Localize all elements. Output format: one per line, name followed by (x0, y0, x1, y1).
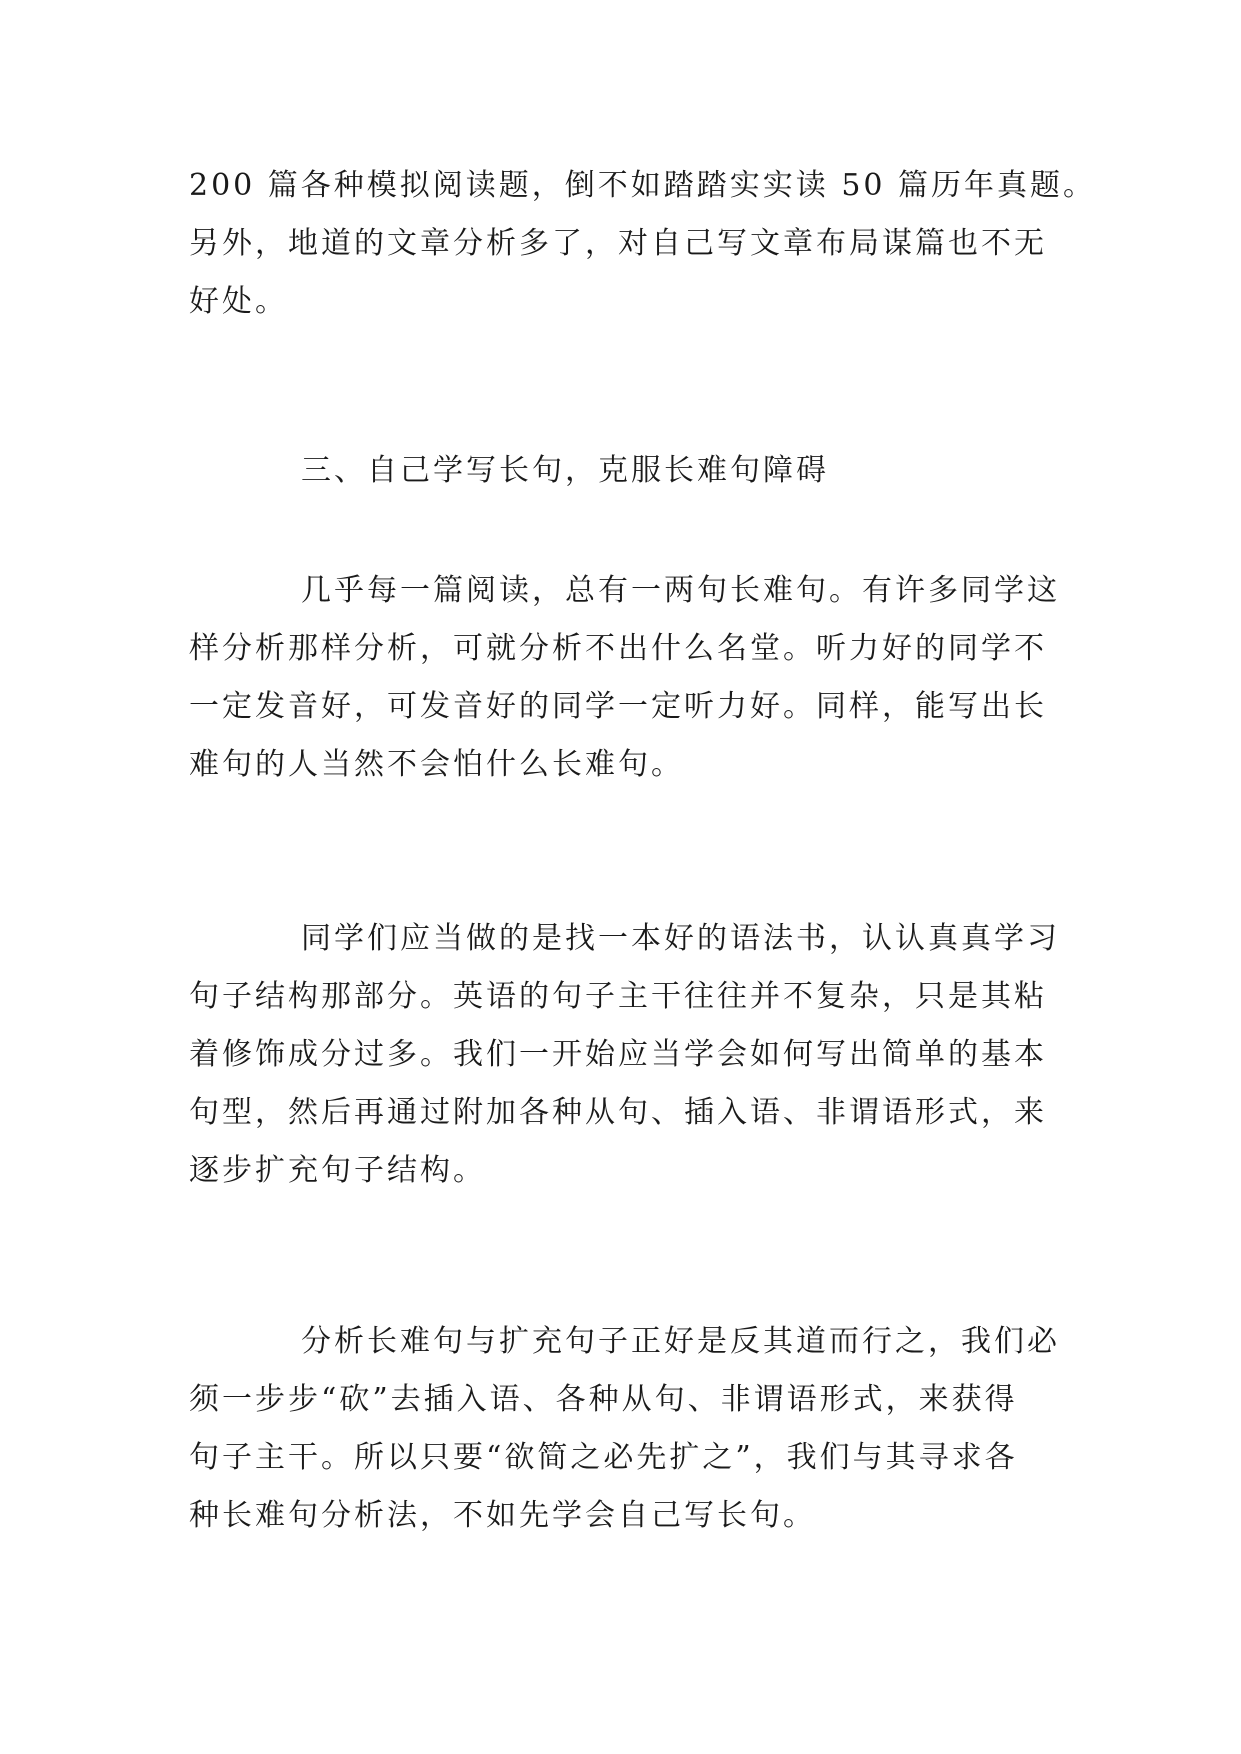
paragraph-line: 分析长难句与扩充句子正好是反其道而行之，我们必 (301, 1324, 1060, 1359)
paragraph-long-sentences (189, 562, 1060, 794)
paragraph-line: 句型，然后再通过附加各种从句、插入语、非谓语形式，来 (189, 1095, 1047, 1130)
paragraph-line: 另外，地道的文章分析多了，对自己写文章布局谋篇也不无 (189, 226, 1047, 261)
paragraph-line: 难句的人当然不会怕什么长难句。 (189, 747, 684, 782)
paragraph-line: 几乎每一篇阅读，总有一两句长难句。有许多同学这 (301, 573, 1060, 608)
paragraph-line: 逐步扩充句子结构。 (189, 1153, 486, 1188)
section-heading (189, 442, 1049, 500)
paragraph-line: 种长难句分析法，不如先学会自己写长句。 (189, 1498, 816, 1533)
paragraph-line: 一定发音好，可发音好的同学一定听力好。同样，能写出长 (189, 689, 1047, 724)
paragraph-continued (189, 157, 1097, 331)
paragraph-line: 样分析那样分析，可就分析不出什么名堂。听力好的同学不 (189, 631, 1047, 666)
paragraph-line: 须一步步“砍”去插入语、各种从句、非谓语形式，来获得 (189, 1382, 1018, 1417)
paragraph-line: 200 篇各种模拟阅读题，倒不如踏踏实实读 50 篇历年真题。 (189, 168, 1097, 203)
paragraph-line: 着修饰成分过多。我们一开始应当学会如何写出简单的基本 (189, 1037, 1047, 1072)
paragraph-line: 好处。 (189, 284, 288, 319)
section-heading-text: 三、自己学写长句，克服长难句障碍 (301, 453, 829, 488)
paragraph-analysis (189, 1313, 1060, 1545)
paragraph-grammar-book (189, 910, 1060, 1200)
paragraph-line: 同学们应当做的是找一本好的语法书，认认真真学习 (301, 921, 1060, 956)
paragraph-line: 句子结构那部分。英语的句子主干往往并不复杂，只是其粘 (189, 979, 1047, 1014)
paragraph-line: 句子主干。所以只要“欲简之必先扩之”，我们与其寻求各 (189, 1440, 1018, 1475)
